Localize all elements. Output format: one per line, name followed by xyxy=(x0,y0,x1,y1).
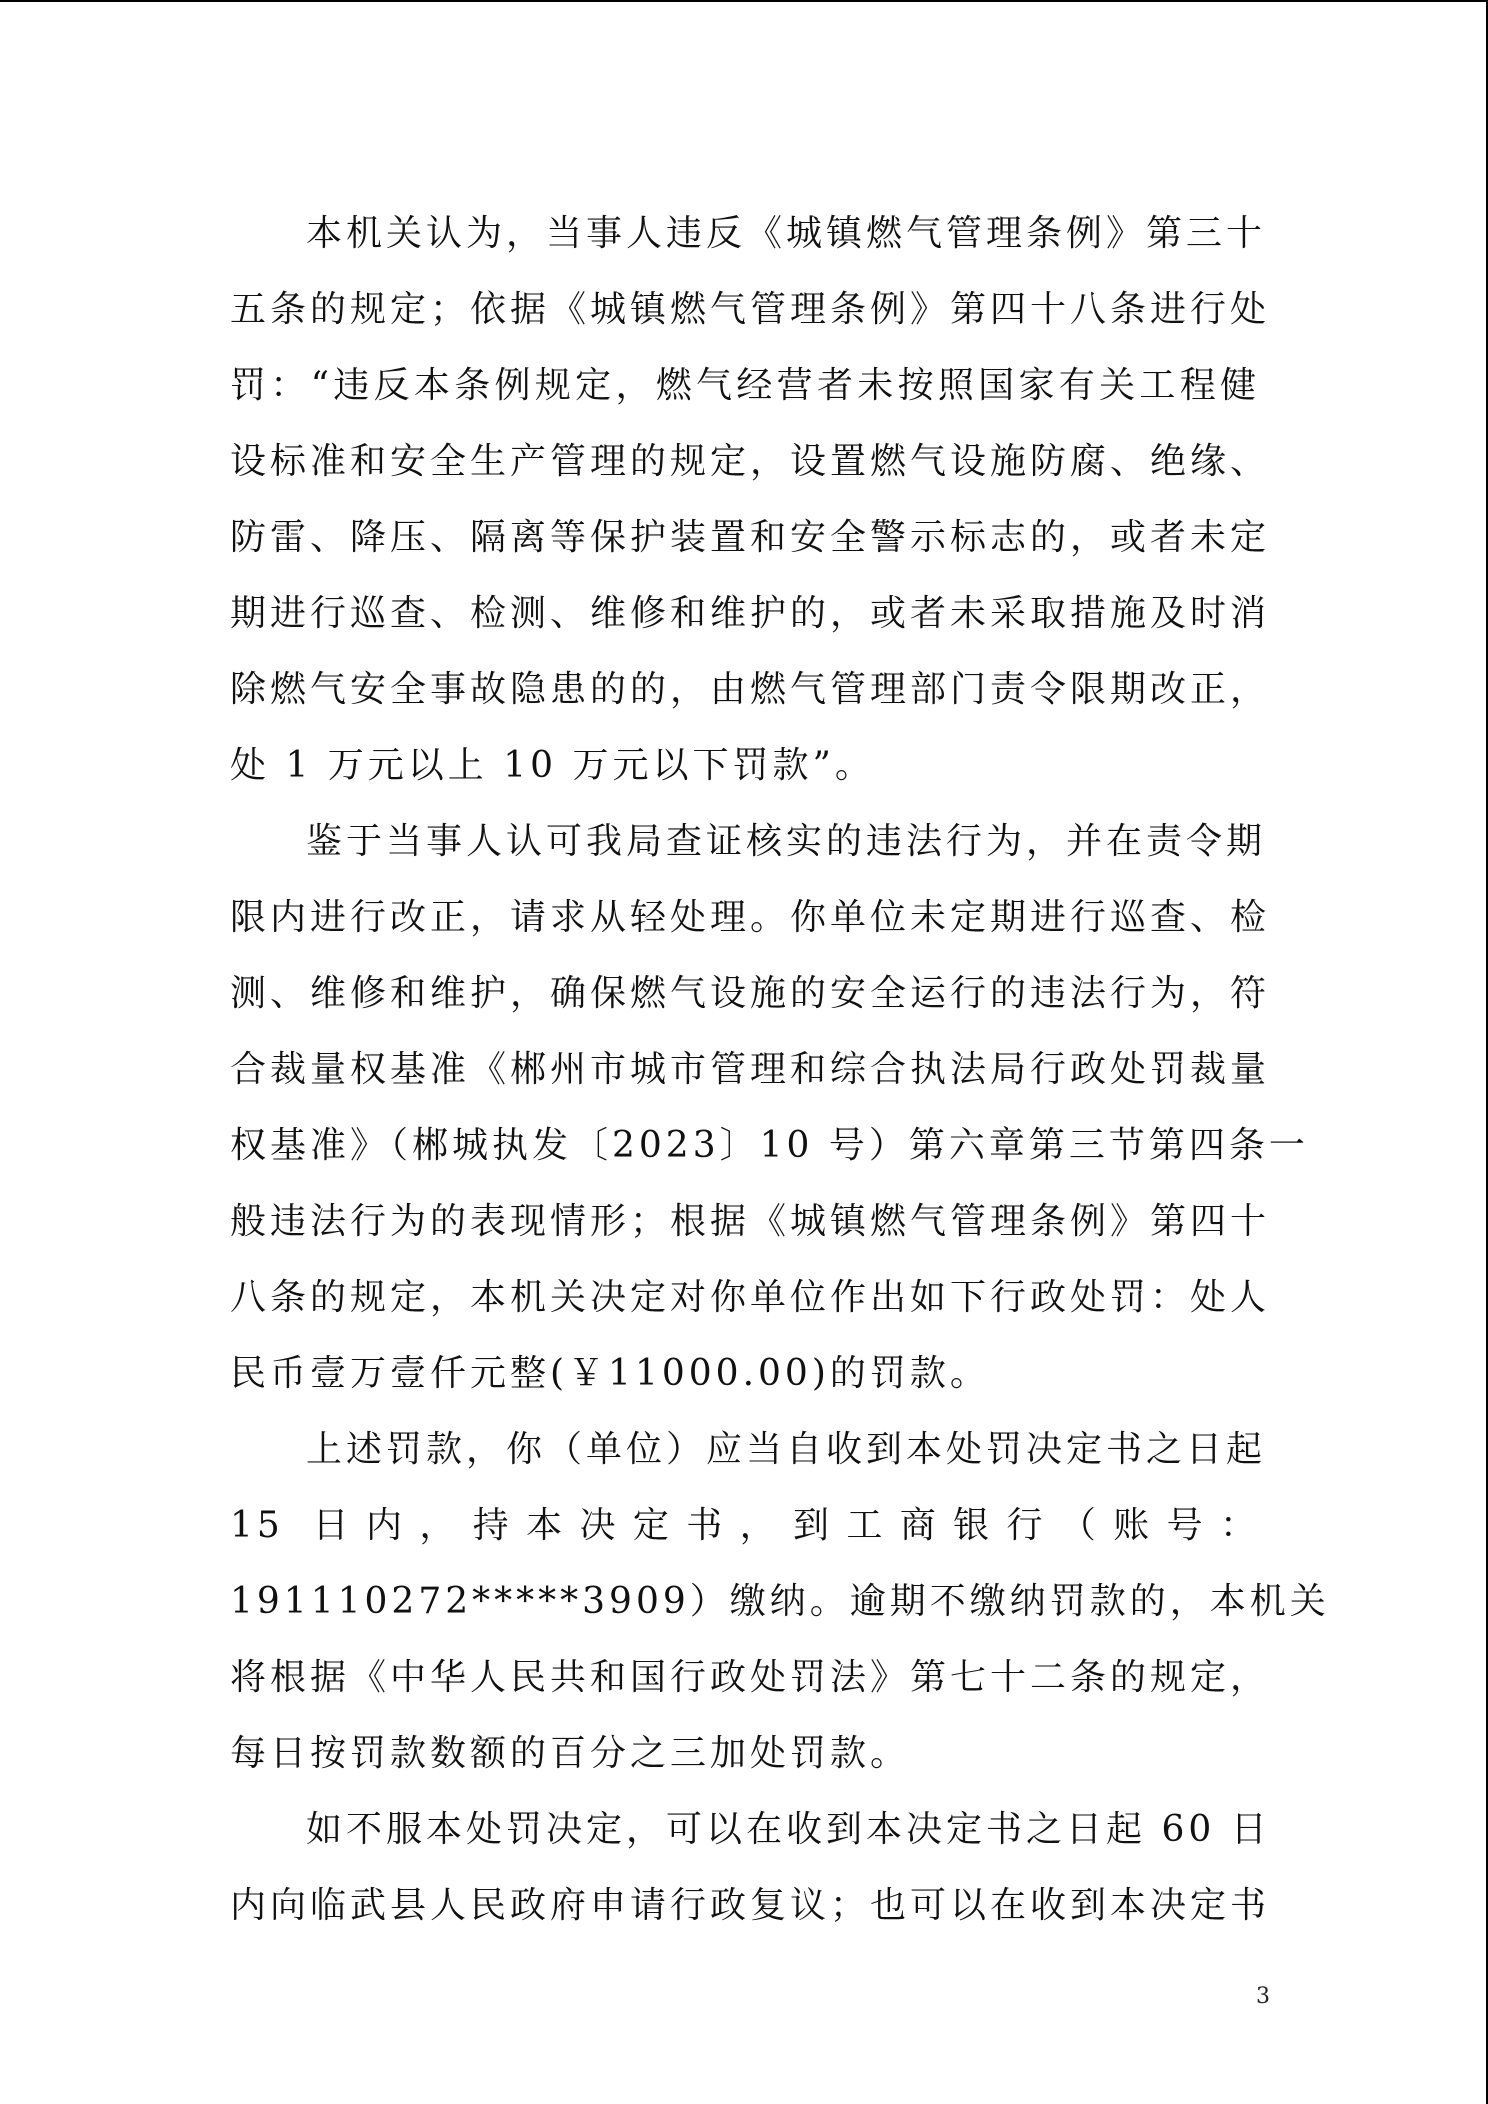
text-line: 除燃气安全事故隐患的的，由燃气管理部门责令限期改正， xyxy=(230,669,1271,710)
text-line: 测、维修和维护，确保燃气设施的安全运行的违法行为，符 xyxy=(230,973,1271,1014)
text-line: 般违法行为的表现情形；根据《城镇燃气管理条例》第四十 xyxy=(230,1201,1271,1242)
document-body xyxy=(230,196,1330,1944)
text-line: 191110272*****3909）缴纳。逾期不缴纳罚款的，本机关 xyxy=(230,1581,1330,1622)
text-line: 处 1 万元以上 10 万元以下罚款”。 xyxy=(230,745,875,786)
text-line: 防雷、降压、隔离等保护装置和安全警示标志的，或者未定 xyxy=(230,517,1271,558)
text-line: 将根据《中华人民共和国行政处罚法》第七十二条的规定， xyxy=(230,1657,1271,1698)
text-line: 限内进行改正，请求从轻处理。你单位未定期进行巡查、检 xyxy=(230,897,1271,938)
text-line: 罚：“违反本条例规定，燃气经营者未按照国家有关工程健 xyxy=(230,365,1260,406)
text-line: 五条的规定；依据《城镇燃气管理条例》第四十八条进行处 xyxy=(230,289,1271,330)
text-line: 权基准》（郴城执发〔2023〕10 号）第六章第三节第四条一 xyxy=(230,1125,1309,1166)
text-line: 合裁量权基准《郴州市城市管理和综合执法局行政处罚裁量 xyxy=(230,1049,1271,1090)
text-line: 如不服本处罚决定，可以在收到本决定书之日起 60 日 xyxy=(306,1809,1271,1850)
text-line: 八条的规定，本机关决定对你单位作出如下行政处罚：处人 xyxy=(230,1277,1271,1318)
text-line: 民币壹万壹仟元整(￥11000.00)的罚款。 xyxy=(230,1353,990,1394)
text-line: 设标准和安全生产管理的规定，设置燃气设施防腐、绝缘、 xyxy=(230,441,1271,482)
text-line: 期进行巡查、检测、维修和维护的，或者未采取措施及时消 xyxy=(230,593,1271,634)
page-number: 3 xyxy=(1256,1984,1270,2009)
text-line: 每日按罚款数额的百分之三加处罚款。 xyxy=(230,1733,911,1774)
text-line: 内向临武县人民政府申请行政复议；也可以在收到本决定书 xyxy=(230,1885,1271,1926)
text-line: 鉴于当事人认可我局查证核实的违法行为，并在责令期 xyxy=(306,821,1267,862)
text-line: 上述罚款，你（单位）应当自收到本处罚决定书之日起 xyxy=(306,1429,1267,1470)
text-line: 本机关认为，当事人违反《城镇燃气管理条例》第三十 xyxy=(306,213,1267,254)
text-line: 15 日内，持本决定书，到工商银行（账号： xyxy=(230,1505,1260,1546)
